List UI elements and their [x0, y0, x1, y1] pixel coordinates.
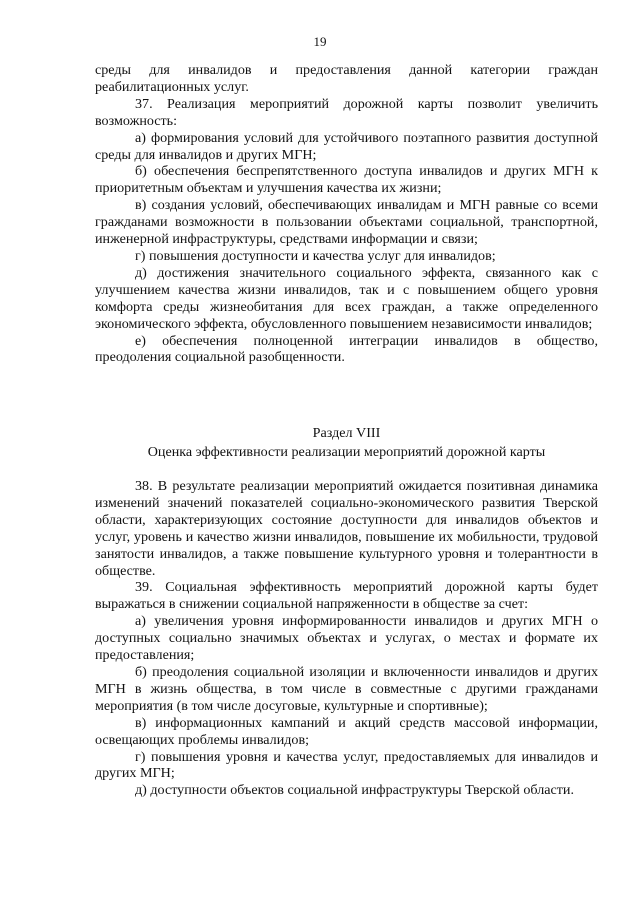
list-item-d: д) доступности объектов социальной инфраструктуры Тверской области.	[135, 782, 574, 799]
paragraph-38: 38. В результате реализации мероприятий ожидается позитивная динамика изменений значений показателей социально-экономического развития Тверской области, характеризующих состояние доступности для инвалидов объектов и услуг, уровень и качество жизни инвалидов, повышение их мобильности, трудовой занятости инвалидов, а также повышение культурного уровня и толерантности в обществе.	[95, 478, 598, 579]
list-item-d: д) достижения значительного социального эффекта, связанного как с улучшением качества жизни инвалидов, так и с повышением общего уровня комфорта среды жизнеобитания для всех граждан, а также определенного экономического эффекта, обусловленного повышением независимости инвалидов;	[95, 264, 598, 332]
page-number: 19	[313, 34, 327, 49]
list-item-g: г) повышения уровня и качества услуг, предоставляемых для инвалидов и других МГН;	[95, 748, 598, 782]
list-item-b: б) обеспечения беспрепятственного доступа инвалидов и других МГН к приоритетным объектам и улучшения качества их жизни;	[95, 163, 598, 197]
list-item-g: г) повышения доступности и качества услуг для инвалидов;	[135, 247, 496, 264]
list-item-a: а) увеличения уровня информированности инвалидов и других МГН о доступных социально значимых объектах и услугах, о местах и формате их предоставления;	[95, 613, 598, 664]
list-item-v: в) информационных кампаний и акций средств массовой информации, освещающих проблемы инвалидов;	[95, 714, 598, 748]
list-item-v: в) создания условий, обеспечивающих инвалидам и МГН равные со всеми гражданами возможности в пользовании объектами социальной, транспортной, инженерной инфраструктуры, средствами информации и связи;	[95, 197, 598, 248]
paragraph-continuation: среды для инвалидов и предоставления данной категории граждан реабилитационных услуг.	[95, 62, 598, 95]
list-item-a: а) формирования условий для устойчивого поэтапного развития доступной среды для инвалидов и других МГН;	[95, 129, 598, 163]
section-title: Оценка эффективности реализации мероприятий дорожной карты	[147, 444, 546, 460]
section-top-text	[95, 62, 598, 366]
paragraph-37: 37. Реализация мероприятий дорожной карты позволит увеличить возможность:	[95, 95, 598, 129]
section-bottom-text	[95, 478, 598, 799]
paragraph-39: 39. Социальная эффективность мероприятий дорожной карты будет выражаться в снижении социальной напряженности в обществе за счет:	[95, 579, 598, 613]
section-label: Раздел VIII	[312, 425, 381, 441]
list-item-b: б) преодоления социальной изоляции и включенности инвалидов и других МГН в жизнь общества, в том числе в совместные с другими гражданами мероприятия (в том числе досуговые, культурные и спортивные);	[95, 663, 598, 714]
list-item-e: е) обеспечения полноценной интеграции инвалидов в общество, преодоления социальной разобщенности.	[95, 332, 598, 366]
